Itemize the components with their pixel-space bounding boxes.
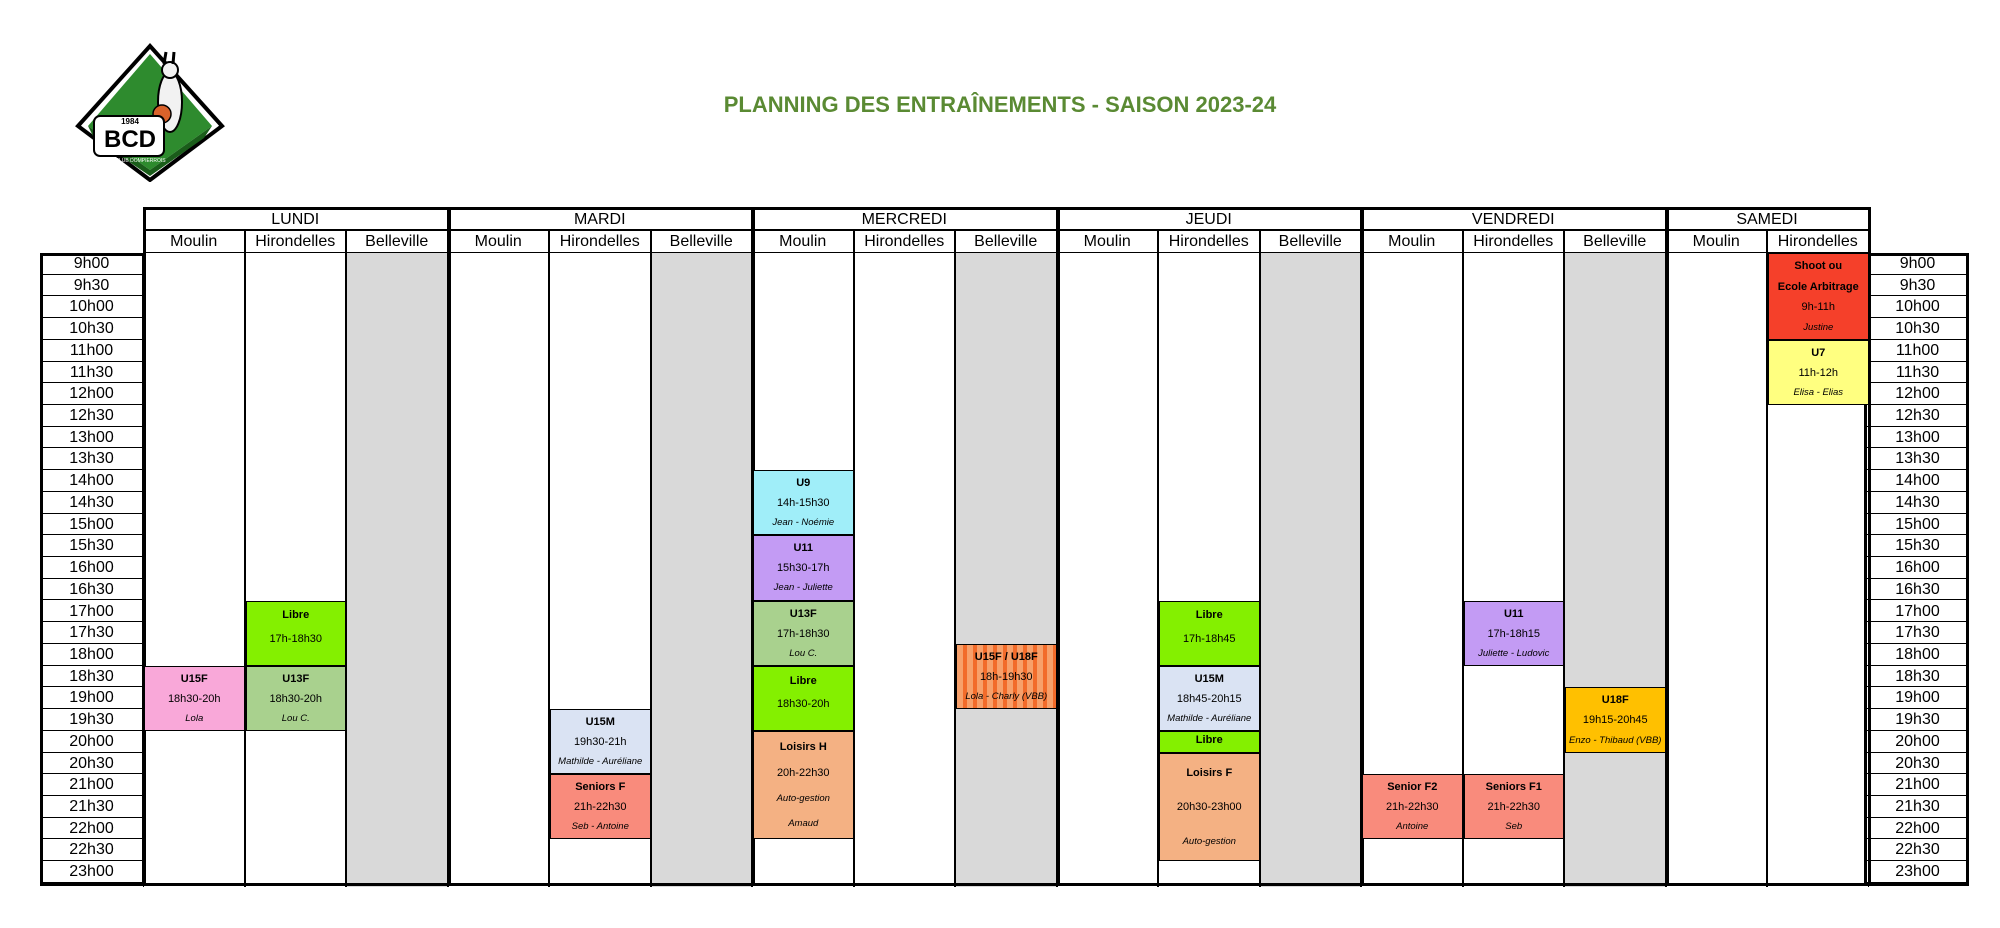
training-name: Libre	[789, 674, 817, 687]
training-name: Libre	[1195, 609, 1223, 622]
training-hours: 18h45-20h15	[1176, 692, 1242, 705]
time-label-left: 11h30	[40, 362, 143, 384]
logo-club-name: BASKET CLUB DOMPIERROIS	[94, 158, 166, 164]
training-block[interactable]	[1565, 687, 1666, 752]
training-hours: 18h-19h30	[979, 671, 1033, 684]
time-label-left: 14h30	[40, 492, 143, 514]
day-header-jeudi: JEUDI	[1057, 207, 1362, 230]
training-coach: Enzo - Thibaud (VBB)	[1569, 734, 1662, 746]
training-name-line2: Ecole Arbitrage	[1777, 280, 1859, 293]
time-label-right: 13h30	[1866, 448, 1969, 470]
training-name: U13F	[789, 607, 817, 620]
location-header: Moulin	[1361, 230, 1463, 253]
page-title: PLANNING DES ENTRAÎNEMENTS - SAISON 2023-24	[723, 92, 1277, 117]
time-label-left: 13h30	[40, 448, 143, 470]
day-header-mercredi: MERCREDI	[752, 207, 1057, 230]
training-block[interactable]	[753, 666, 854, 731]
training-hours: 9h-11h	[1801, 301, 1835, 314]
time-label-left: 21h00	[40, 774, 143, 796]
time-label-right: 12h00	[1866, 383, 1969, 405]
location-header: Moulin	[448, 230, 550, 253]
location-header: Hirondelles	[245, 230, 347, 253]
time-label-left: 10h00	[40, 296, 143, 318]
training-block[interactable]	[1768, 253, 1869, 340]
training-hours: 18h30-20h	[167, 692, 221, 705]
location-header: Hirondelles	[549, 230, 651, 253]
training-hours: 17h-18h30	[776, 627, 830, 640]
time-label-right: 16h30	[1866, 579, 1969, 601]
training-hours: 17h-18h30	[269, 633, 323, 646]
day-header-lundi: LUNDI	[143, 207, 448, 230]
time-label-right: 14h30	[1866, 492, 1969, 514]
time-label-left: 17h30	[40, 622, 143, 644]
time-label-right: 10h30	[1866, 318, 1969, 340]
training-block[interactable]	[1768, 340, 1869, 405]
training-name: Seniors F1	[1485, 781, 1542, 794]
training-block[interactable]	[550, 709, 651, 774]
time-label-right: 17h30	[1866, 622, 1969, 644]
time-label-left: 22h30	[40, 839, 143, 861]
training-coach: Lou C.	[789, 647, 818, 659]
training-block[interactable]	[753, 470, 854, 535]
time-label-left: 15h30	[40, 535, 143, 557]
time-label-left: 12h00	[40, 383, 143, 405]
time-frame-right	[1864, 253, 1969, 886]
time-label-left: 22h00	[40, 818, 143, 840]
location-header: Hirondelles	[1158, 230, 1260, 253]
time-label-left: 20h00	[40, 731, 143, 753]
time-label-left: 12h30	[40, 405, 143, 427]
logo-initials: BCD	[104, 126, 156, 153]
training-hours: 14h-15h30	[776, 497, 830, 510]
training-name: Shoot ou	[1794, 260, 1843, 273]
training-hours: 19h15-20h45	[1582, 714, 1648, 727]
time-label-right: 18h00	[1866, 644, 1969, 666]
training-hours: 21h-22h30	[573, 801, 627, 814]
training-coach: Seb	[1505, 821, 1523, 833]
training-coach: Auto-gestion	[776, 793, 830, 805]
location-header: Moulin	[752, 230, 854, 253]
time-label-right: 13h00	[1866, 427, 1969, 449]
training-name: U13F	[282, 672, 310, 685]
location-header: Moulin	[143, 230, 245, 253]
training-coach: Seb - Antoine	[571, 821, 629, 833]
training-coach: Jean - Noémie	[772, 517, 835, 529]
time-label-left: 16h00	[40, 557, 143, 579]
training-coach: Auto-gestion	[1182, 835, 1236, 847]
training-name: U15M	[585, 716, 615, 729]
time-label-right: 19h30	[1866, 709, 1969, 731]
day-header-vendredi: VENDREDI	[1361, 207, 1666, 230]
time-label-left: 19h30	[40, 709, 143, 731]
time-frame-left	[40, 253, 145, 886]
location-header: Hirondelles	[1463, 230, 1565, 253]
training-hours: 17h-18h45	[1182, 633, 1236, 646]
day-header-samedi: SAMEDI	[1666, 207, 1869, 230]
logo-year: 1984	[121, 117, 139, 126]
time-label-right: 20h30	[1866, 753, 1969, 775]
training-hours: 19h30-21h	[573, 736, 627, 749]
time-label-left: 9h30	[40, 275, 143, 297]
time-label-right: 9h30	[1866, 275, 1969, 297]
location-header: Moulin	[1057, 230, 1159, 253]
training-name: Loisirs F	[1186, 766, 1233, 779]
time-label-left: 14h00	[40, 470, 143, 492]
time-label-left: 18h30	[40, 666, 143, 688]
training-hours: 17h-18h15	[1487, 627, 1541, 640]
time-label-left: 17h00	[40, 601, 143, 623]
training-hours: 18h30-20h	[269, 692, 323, 705]
location-header: Belleville	[346, 230, 448, 253]
training-name: U18F	[1601, 694, 1629, 707]
training-coach: Lou C.	[281, 712, 310, 724]
time-label-right: 9h00	[1866, 253, 1969, 275]
time-label-right: 17h00	[1866, 601, 1969, 623]
training-coach: Mathilde - Auréliane	[558, 756, 643, 768]
time-label-left: 9h00	[40, 253, 143, 275]
training-name: Loisirs H	[779, 740, 827, 753]
training-name: U15F	[180, 672, 208, 685]
training-hours: 21h-22h30	[1385, 801, 1439, 814]
time-label-left: 19h00	[40, 687, 143, 709]
location-header: Belleville	[955, 230, 1057, 253]
location-header: Belleville	[1260, 230, 1362, 253]
time-label-right: 15h00	[1866, 514, 1969, 536]
training-coach: Elisa - Elias	[1793, 386, 1844, 398]
training-coach: Lola - Charly (VBB)	[965, 691, 1048, 703]
training-block[interactable]	[246, 601, 347, 666]
training-block[interactable]	[1159, 731, 1260, 753]
training-block[interactable]	[1159, 601, 1260, 666]
time-label-right: 16h00	[1866, 557, 1969, 579]
time-label-right: 20h00	[1866, 731, 1969, 753]
training-block[interactable]	[144, 666, 245, 731]
time-label-right: 19h00	[1866, 687, 1969, 709]
training-block[interactable]	[550, 774, 651, 839]
time-label-right: 21h30	[1866, 796, 1969, 818]
training-block[interactable]	[753, 731, 854, 840]
training-hours: 20h-22h30	[776, 767, 830, 780]
training-coach: Antoine	[1396, 821, 1429, 833]
time-label-right: 21h00	[1866, 774, 1969, 796]
day-header-mardi: MARDI	[448, 207, 753, 230]
time-label-left: 23h00	[40, 861, 143, 883]
location-header: Belleville	[1564, 230, 1666, 253]
training-name: Seniors F	[575, 781, 626, 794]
time-label-left: 18h00	[40, 644, 143, 666]
training-name: Libre	[282, 609, 310, 622]
training-coach: Lola	[185, 712, 204, 724]
training-hours: 20h30-23h00	[1176, 801, 1242, 814]
location-header: Hirondelles	[1767, 230, 1869, 253]
training-name: U15M	[1194, 672, 1224, 685]
training-name: U15F / U18F	[974, 650, 1038, 663]
training-name: U11	[793, 542, 814, 555]
training-name: Senior F2	[1387, 781, 1438, 794]
training-block[interactable]	[753, 535, 854, 600]
training-name: U11	[1503, 607, 1524, 620]
training-hours: 21h-22h30	[1487, 801, 1541, 814]
training-block[interactable]	[1362, 774, 1463, 839]
training-block[interactable]	[956, 644, 1057, 709]
time-label-left: 10h30	[40, 318, 143, 340]
time-label-left: 20h30	[40, 753, 143, 775]
training-coach: Mathilde - Auréliane	[1167, 712, 1252, 724]
time-label-left: 21h30	[40, 796, 143, 818]
time-label-left: 16h30	[40, 579, 143, 601]
training-coach: Justine	[1803, 321, 1834, 333]
time-label-right: 23h00	[1866, 861, 1969, 883]
time-label-left: 15h00	[40, 514, 143, 536]
time-label-right: 18h30	[1866, 666, 1969, 688]
training-hours: 18h30-20h	[776, 698, 830, 711]
training-coach-line2: Amaud	[788, 818, 819, 830]
time-label-right: 11h30	[1866, 362, 1969, 384]
time-label-left: 13h00	[40, 427, 143, 449]
location-header: Belleville	[651, 230, 753, 253]
training-block[interactable]	[1159, 666, 1260, 731]
time-label-right: 22h00	[1866, 818, 1969, 840]
time-label-right: 14h00	[1866, 470, 1969, 492]
training-name: Libre	[1195, 734, 1223, 747]
training-block[interactable]	[1464, 601, 1565, 666]
training-hours: 11h-12h	[1798, 366, 1839, 379]
time-label-right: 15h30	[1866, 535, 1969, 557]
training-block[interactable]	[1159, 753, 1260, 862]
training-coach: Juliette - Ludovic	[1478, 647, 1550, 659]
training-block[interactable]	[246, 666, 347, 731]
day-frame	[143, 207, 450, 886]
training-name: U7	[1811, 346, 1826, 359]
time-label-right: 10h00	[1866, 296, 1969, 318]
training-name: U9	[796, 477, 811, 490]
time-label-right: 22h30	[1866, 839, 1969, 861]
location-header: Hirondelles	[854, 230, 956, 253]
time-label-right: 11h00	[1866, 340, 1969, 362]
location-header: Moulin	[1666, 230, 1768, 253]
training-block[interactable]	[1464, 774, 1565, 839]
time-label-right: 12h30	[1866, 405, 1969, 427]
training-block[interactable]	[753, 601, 854, 666]
training-coach: Jean - Juliette	[773, 582, 833, 594]
time-label-left: 11h00	[40, 340, 143, 362]
training-hours: 15h30-17h	[776, 562, 830, 575]
